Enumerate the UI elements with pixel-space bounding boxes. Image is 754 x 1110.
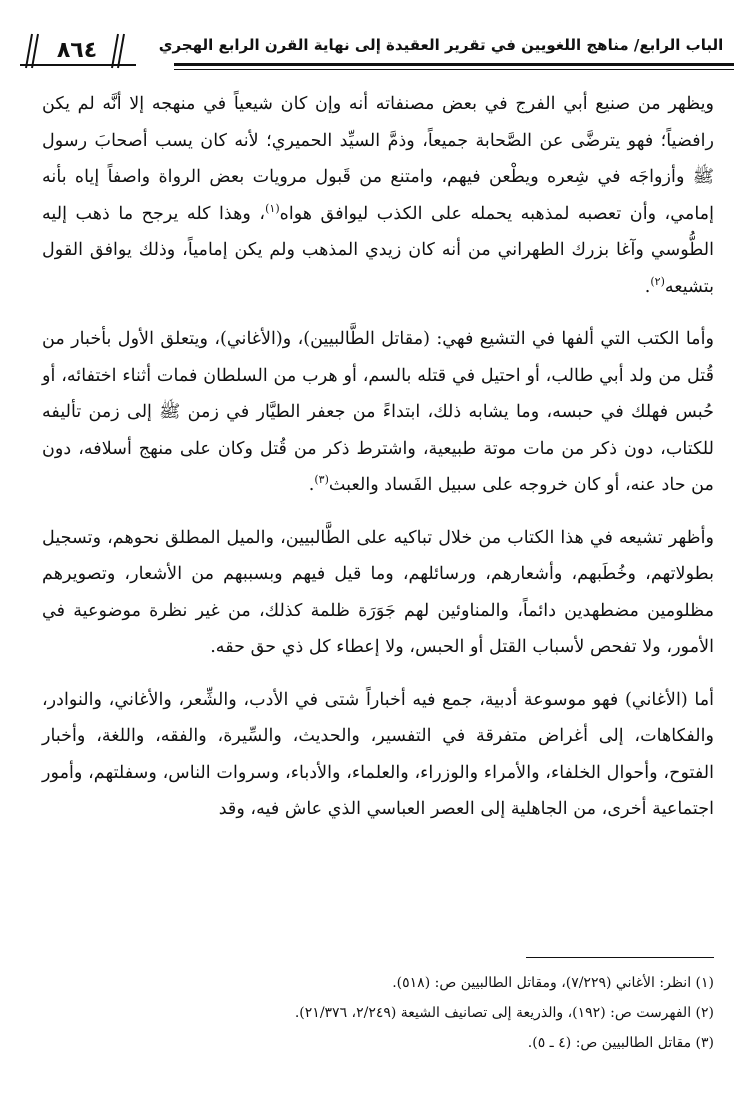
page-number: ٨٦٤ [56, 38, 98, 63]
footnote: (٣) مقاتل الطالبيين ص: (٤ ـ ٥). [527, 1035, 714, 1051]
paragraph [42, 321, 714, 504]
page-number-box [18, 32, 136, 70]
paragraph-text: ، وهذا كله يرجح ما ذهب إليه الطُّوسي وآغا بزرك الطهراني من أنه كان زيدي المذهب ولم يكن إمامياً، وذلك يوافق القول بتشيعه [42, 203, 714, 297]
footnote-marker: (٣) [314, 473, 329, 487]
footnote: (١) انظر: الأغاني (٧/٢٢٩)، ومقاتل الطالبيين ص: (٥١٨). [392, 975, 714, 991]
footnote-marker: (١) [265, 201, 280, 215]
header-rule-thick [174, 63, 734, 66]
footnote: (٢) الفهرست ص: (١٩٢)، والذريعة إلى تصانيف الشيعة (٢/٢٤٩، ٢١/٣٧٦). [294, 1005, 714, 1021]
footnotes [42, 968, 714, 1058]
footnote-marker: (٢) [650, 274, 665, 288]
main-text [42, 86, 714, 828]
paragraph-text: . [644, 276, 651, 297]
paragraph-text: أما (الأغاني) فهو موسوعة أدبية، جمع فيه أخباراً شتى في الأدب، والشِّعر، والأغاني، والنوادر، والفكاهات، إلى أغراض متفرقة في التفسير، والحديث، والسِّيرة، والفقه، واللغة، وأخبار الفتوح، وأحوال الخلفاء، والأمراء والوزراء، والعلماء، والأدباء، وسروات الناس، وسفلتهم، وأمور اجتماعية أخرى، من الجاهلية إلى العصر العباسي الذي عاش فيه، وقد [42, 689, 714, 819]
paragraph-text: ويظهر من صنيع أبي الفرج في بعض مصنفاته أنه وإن كان شيعياً في منهجه إلا أنَّه لم يكن رافضياً؛ فهو يترضَّى عن الصَّحابة جميعاً، وذمَّ السيِّد الحميري؛ لأنه كان يسب أصحابَ رسول ﷺ وأزواجَه في شِعره ويطْعن فيهم، وامتنع من قَبول مرويات بعض الرواة واصفاً إياه بأنه إمامي، وأن تعصبه لمذهبه يحمله على الكذب ليوافق هواه [42, 94, 714, 224]
paragraph [42, 86, 714, 305]
paragraph-text: وأظهر تشيعه في هذا الكتاب من خلال تباكيه على الطَّالبيين، والميل المطلق نحوهم، وتسجيل بطولاتهم، وخُطَبهم، وأشعارهم، ورسائلهم، وما قيل فيهم وبسببهم من الأشعار، وتصويرهم مظلومين مضطهدين دائماً، والمناوئين لهم جَوَرَة ظلمة كذلك، من غير نظرة موضوعية في الأمور، ولا تفحص لأسباب القتل أو الحبس، ولا إعطاء كل ذي حق حقه. [42, 527, 714, 657]
running-header [18, 28, 734, 76]
paragraph-text: . [308, 475, 315, 495]
header-rule-thin [174, 69, 734, 70]
header-title: الباب الرابع/ مناهج اللغويين في تقرير العقيدة إلى نهاية القرن الرابع الهجري [158, 36, 724, 54]
paragraph [42, 682, 714, 828]
paragraph-text: وأما الكتب التي ألفها في التشيع فهي: (مقاتل الطَّالبيين)، و(الأغاني)، ويتعلق الأول بأخبار من قُتل من ولد أبي طالب، أو احتيل في قتله بالسم، أو هرب من السلطان فمات أثناء اختفائه، أو حُبس فهلك في حبسه، وما يشابه ذلك، ابتداءً من جعفر الطيَّار في زمن ﷺ إلى زمن تأليفه للكتاب، دون ذكر من مات موتة طبيعية، واشترط ذكر من قُتل وكان على منهج أسلافه، دون من حاد عنه، أو كان خروجه على سبيل الفَساد والعبث [42, 329, 714, 495]
paragraph [42, 520, 714, 666]
footnote-separator [526, 957, 714, 958]
